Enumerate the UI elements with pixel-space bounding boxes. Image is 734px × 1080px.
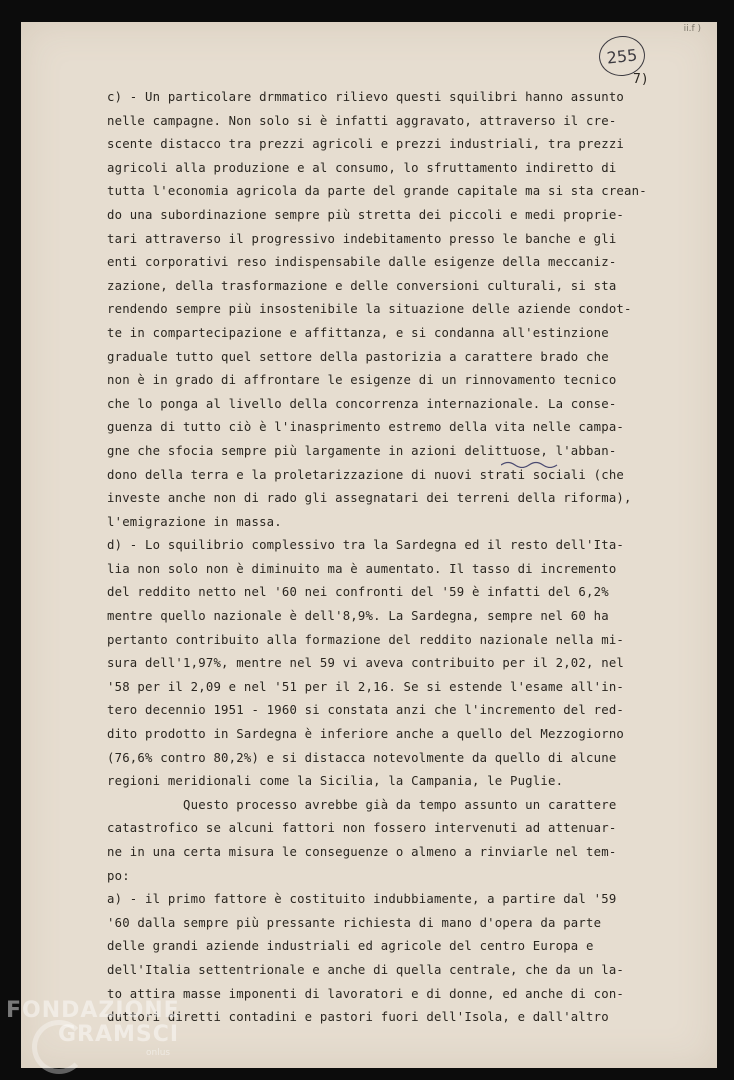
text-line: l'emigrazione in massa. xyxy=(107,514,282,529)
watermark-line3: onlus xyxy=(146,1048,171,1058)
text-line: po: xyxy=(107,868,130,883)
text-line: dito prodotto in Sardegna è inferiore anche a quello del Mezzogiorno xyxy=(107,727,625,742)
text-line: c) - Un particolare drmmatico rilievo questi squilibri hanno assunto xyxy=(107,90,625,104)
handwritten-underline xyxy=(501,460,561,468)
watermark-line1: FONDAZIONE xyxy=(6,998,180,1023)
text-line: pertanto contribuito alla formazione del reddito nazionale nella mi- xyxy=(107,632,625,647)
text-line: ne in una certa misura le conseguenze o almeno a rinviarle nel tem- xyxy=(107,845,617,859)
stamp-number: 255 xyxy=(605,44,639,68)
text-line: delle grandi aziende industriali ed agricole del centro Europa e xyxy=(107,939,594,954)
text-line: agricoli alla produzione e al consumo, lo sfruttamento indiretto di xyxy=(107,160,617,175)
text-line: regioni meridionali come la Sicilia, la Campania, le Puglie. xyxy=(107,774,564,789)
text-line: te in compartecipazione e affittanza, e si condanna all'estinzione xyxy=(107,325,609,340)
text-line: enti corporativi reso indispensabile dalle esigenze della meccaniz- xyxy=(107,255,617,270)
text-line: che lo ponga al livello della concorrenza internazionale. La conse- xyxy=(107,396,617,411)
text-line: '60 dalla sempre più pressante richiesta di mano d'opera da parte xyxy=(107,915,602,930)
watermark-line2: GRAMSCI xyxy=(58,1022,180,1047)
text-line: gne che sfocia sempre più largamente in azioni delittuose, l'abban- xyxy=(107,443,617,458)
text-line: mentre quello nazionale è dell'8,9%. La Sardegna, sempre nel 60 ha xyxy=(107,609,609,624)
text-line: '58 per il 2,09 e nel '51 per il 2,16. Se si estende l'esame all'in- xyxy=(107,679,625,694)
document-page xyxy=(21,22,717,1068)
text-line: Questo processo avrebbe già da tempo assunto un carattere xyxy=(107,797,617,812)
text-line: zazione, della trasformazione e delle conversioni culturali, si sta xyxy=(107,278,617,293)
corner-mark: ii.f ) xyxy=(683,24,701,34)
text-line: catastrofico se alcuni fattori non fossero intervenuti ad attenuar- xyxy=(107,821,617,836)
text-line: non è in grado di affrontare le esigenze di un rinnovamento tecnico xyxy=(107,373,617,388)
text-line: a) - il primo fattore è costituito indubbiamente, a partire dal '59 xyxy=(107,892,617,907)
text-line: sura dell'1,97%, mentre nel 59 vi aveva contribuito per il 2,02, nel xyxy=(107,656,625,671)
text-line: investe anche non di rado gli assegnatari dei terreni della riforma), xyxy=(107,491,632,506)
text-line: guenza di tutto ciò è l'inasprimento estremo della vita nelle campa- xyxy=(107,420,625,435)
text-line: del reddito netto nel '60 nei confronti del '59 è infatti del 6,2% xyxy=(107,585,609,600)
text-line: dell'Italia settentrionale e anche di quella centrale, che da un la- xyxy=(107,962,625,977)
page-number: 7) xyxy=(633,72,649,87)
typed-text-body xyxy=(107,86,701,1030)
text-line: do una subordinazione sempre più stretta dei piccoli e medi proprie- xyxy=(107,207,625,222)
text-line: duttori diretti contadini e pastori fuori dell'Isola, e dall'altro xyxy=(107,1010,609,1025)
text-line: to attira masse imponenti di lavoratori e di donne, ed anche di con- xyxy=(107,986,625,1001)
text-line: nelle campagne. Non solo si è infatti aggravato, attraverso il cre- xyxy=(107,113,617,128)
text-line: dono della terra e la proletarizzazione di nuovi strati sociali (che xyxy=(107,467,625,482)
text-line: tari attraverso il progressivo indebitamento presso le banche e gli xyxy=(107,231,617,246)
text-line: tutta l'economia agricola da parte del grande capitale ma si sta crean- xyxy=(107,184,647,199)
text-line: tero decennio 1951 - 1960 si constata anzi che l'incremento del red- xyxy=(107,703,625,718)
text-line: rendendo sempre più insostenibile la situazione delle aziende condot- xyxy=(107,302,632,317)
text-line: scente distacco tra prezzi agricoli e prezzi industriali, tra prezzi xyxy=(107,137,625,152)
text-line: d) - Lo squilibrio complessivo tra la Sardegna ed il resto dell'Ita- xyxy=(107,538,625,553)
text-line: graduale tutto quel settore della pastorizia a carattere brado che xyxy=(107,349,609,364)
text-line: lia non solo non è diminuito ma è aumentato. Il tasso di incremento xyxy=(107,561,617,576)
text-line: (76,6% contro 80,2%) e si distacca notevolmente da quello di alcune xyxy=(107,750,617,765)
